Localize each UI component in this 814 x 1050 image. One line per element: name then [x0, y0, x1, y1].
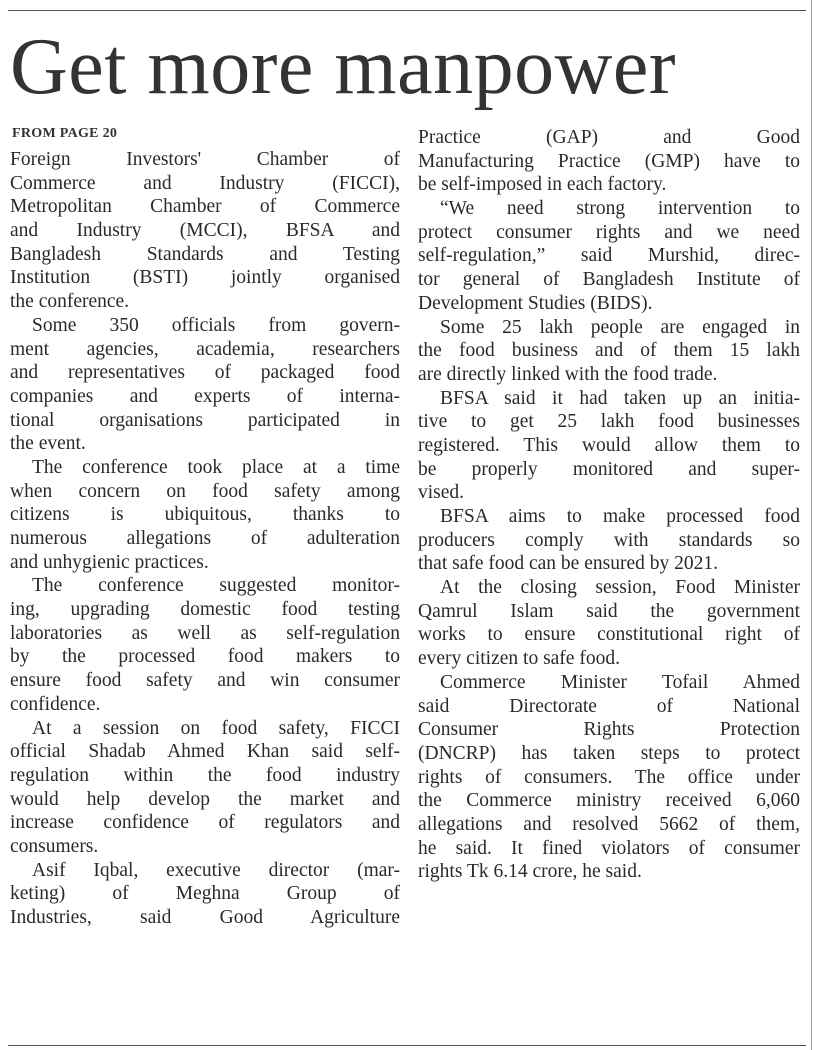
text-line: Qamrul Islam said the government [418, 600, 800, 622]
bottom-rule [8, 1045, 806, 1046]
text-line: keting) of Meghna Group of [10, 883, 400, 905]
article-column-left [10, 148, 400, 930]
text-line: and representatives of packaged food [10, 362, 400, 384]
text-line: confidence. [10, 693, 101, 715]
text-line: producers comply with standards so [418, 529, 800, 551]
text-line: Consumer Rights Protection [418, 719, 800, 741]
text-line: Industries, said Good Agriculture [10, 907, 400, 928]
text-line: numerous allegations of adulteration [10, 528, 400, 549]
text-line: ensure food safety and win consumer [10, 670, 400, 692]
text-line: he said. It fined violators of consumer [418, 837, 800, 859]
top-rule [8, 10, 806, 11]
text-line: Foreign Investors' Chamber of [10, 149, 400, 170]
text-line: official Shadab Ahmed Khan said self- [10, 741, 400, 763]
text-line: the event. [10, 433, 86, 455]
text-line: BFSA said it had taken up an initia- [440, 387, 800, 409]
text-line: tional organisations participated in [10, 409, 400, 431]
text-line: Manufacturing Practice (GMP) have to [418, 150, 800, 172]
text-line: said Directorate of National [418, 695, 800, 717]
paragraph [418, 505, 800, 576]
text-line: Metropolitan Chamber of Commerce [10, 196, 400, 218]
text-line: Some 350 officials from govern- [32, 314, 400, 336]
text-line: citizens is ubiquitous, thanks to [10, 504, 400, 526]
paragraph [10, 148, 400, 314]
text-line: and unhygienic practices. [10, 551, 209, 573]
paragraph [418, 576, 800, 671]
text-line: ment agencies, academia, researchers [10, 338, 400, 360]
paragraph [418, 387, 800, 505]
text-line: be properly monitored and super- [418, 458, 800, 480]
text-line: rights Tk 6.14 crore, he said. [418, 861, 642, 883]
text-line: the food business and of them 15 lakh [418, 340, 800, 362]
paragraph [10, 314, 400, 456]
paragraph [418, 671, 800, 884]
paragraph [418, 316, 800, 387]
text-line: The conference took place at a time [32, 456, 400, 478]
text-line: by the processed food makers to [10, 646, 400, 668]
text-line: The conference suggested monitor- [32, 575, 400, 597]
text-line: protect consumer rights and we need [418, 221, 800, 243]
text-line: BFSA aims to make processed food [440, 506, 800, 527]
text-line: that safe food can be ensured by 2021. [418, 553, 718, 575]
text-line: “We need strong intervention to [440, 198, 800, 220]
text-line: (DNCRP) has taken steps to protect [418, 742, 800, 764]
text-line: every citizen to safe food. [418, 648, 620, 670]
text-line: companies and experts of interna- [10, 385, 400, 407]
text-line: the conference. [10, 291, 130, 313]
text-line: are directly linked with the food trade. [418, 363, 718, 385]
text-line: tor general of Bangladesh Institute of [418, 269, 800, 291]
clipping-edge [811, 0, 812, 1050]
text-line: laboratories as well as self-regulation [10, 622, 400, 644]
text-line: allegations and resolved 5662 of them, [418, 813, 800, 835]
text-line: when concern on food safety among [10, 480, 400, 502]
text-line: Some 25 lakh people are engaged in [440, 316, 800, 338]
text-line: At a session on food safety, FICCI [32, 717, 400, 739]
text-line: self-regulation,” said Murshid, direc- [418, 245, 800, 267]
text-line: regulation within the food industry [10, 764, 400, 786]
continued-from-label: FROM PAGE 20 [12, 126, 118, 141]
text-line: Bangladesh Standards and Testing [10, 243, 400, 265]
paragraph [10, 717, 400, 859]
text-line: consumers. [10, 835, 99, 857]
text-line: be self-imposed in each factory. [418, 174, 667, 196]
text-line: Commerce and Industry (FICCI), [10, 172, 400, 194]
text-line: works to ensure constitutional right of [418, 624, 800, 646]
paragraph [10, 456, 400, 574]
headline: Get more manpower [10, 23, 677, 111]
paragraph [418, 197, 800, 315]
text-line: rights of consumers. The office under [418, 766, 800, 788]
text-line: vised. [418, 482, 465, 504]
text-line: the Commerce ministry received 6,060 [418, 790, 800, 812]
text-line: Development Studies (BIDS). [418, 292, 653, 314]
article-column-right [418, 126, 800, 884]
text-line: Practice (GAP) and Good [418, 127, 800, 148]
paragraph [10, 574, 400, 716]
text-line: increase confidence of regulators and [10, 812, 400, 834]
text-line: registered. This would allow them to [418, 434, 800, 456]
text-line: tive to get 25 lakh food businesses [418, 411, 800, 433]
text-line: would help develop the market and [10, 788, 400, 810]
text-line: Institution (BSTI) jointly organised [10, 267, 400, 289]
text-line: Asif Iqbal, executive director (mar- [32, 859, 400, 881]
text-line: At the closing session, Food Minister [440, 577, 800, 599]
paragraph [418, 126, 800, 197]
text-line: Commerce Minister Tofail Ahmed [440, 671, 800, 693]
text-line: and Industry (MCCI), BFSA and [10, 220, 400, 242]
text-line: ing, upgrading domestic food testing [10, 599, 400, 621]
paragraph [10, 859, 400, 930]
